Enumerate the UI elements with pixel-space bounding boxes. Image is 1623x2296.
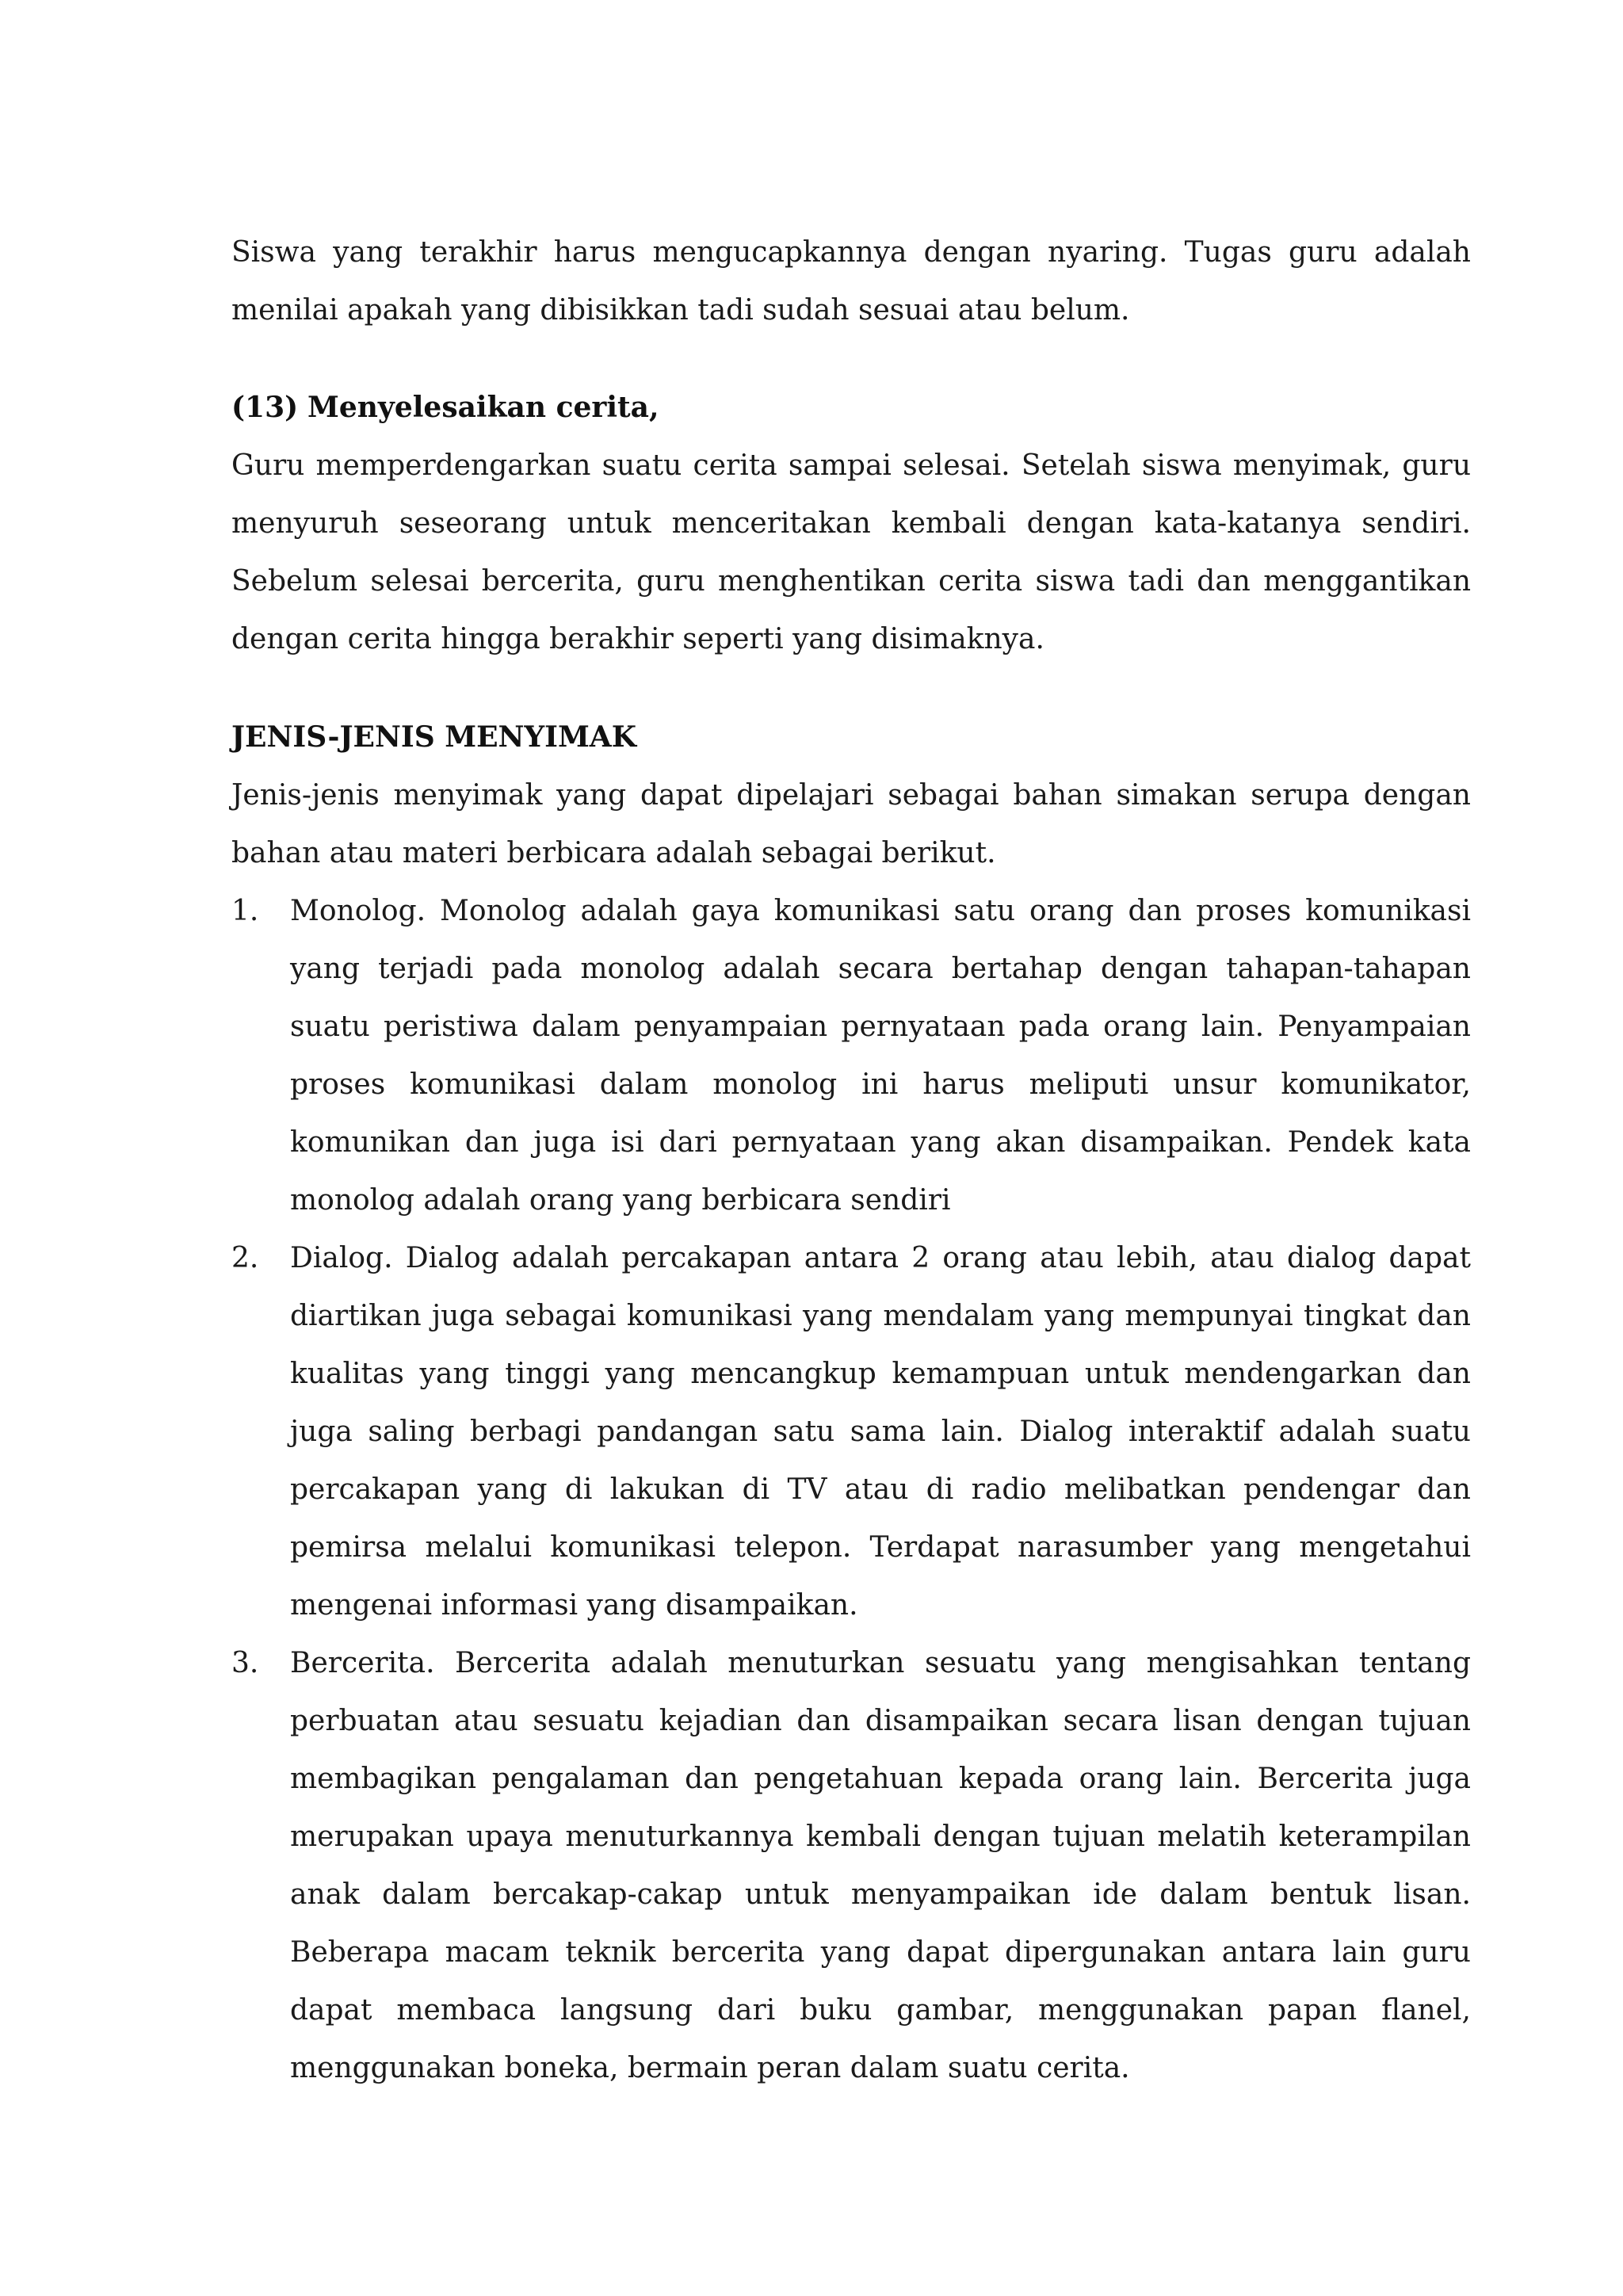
- section-13-number: (13): [231, 391, 299, 424]
- list-item-text: Bercerita. Bercerita adalah menuturkan sesuatu yang mengisahkan tentang perbuatan atau sesuatu kejadian dan disampaikan secara lisan dengan tujuan membagikan pengalaman dan pengetahuan kepada orang lain. Bercerita juga merupakan upaya menuturkannya kembali dengan tujuan melatih keterampilan anak dalam bercakap-cakap untuk menyampaikan ide dalam bentuk lisan. Beberapa macam teknik bercerita yang dapat dipergunakan antara lain guru dapat membaca langsung dari buku gambar, menggunakan papan flanel, menggunakan boneka, bermain peran dalam suatu cerita.: [290, 1647, 1471, 2084]
- list-marker: 1.: [231, 895, 259, 927]
- section-13-heading: [231, 379, 1471, 437]
- list-item-dialog: [231, 1229, 1471, 1634]
- section-13-title: Menyelesaikan cerita,: [307, 391, 659, 424]
- list-marker: 3.: [231, 1647, 259, 1679]
- jenis-menyimak-heading: JENIS-JENIS MENYIMAK: [231, 720, 637, 754]
- intro-paragraph: Siswa yang terakhir harus mengucapkannya dengan nyaring. Tugas guru adalah menilai apakah yang dibisikkan tadi sudah sesuai atau belum.: [231, 236, 1471, 327]
- jenis-menyimak-list: [231, 882, 1471, 2097]
- spacer: [231, 339, 1471, 379]
- section-13-paragraph: Guru memperdengarkan suatu cerita sampai selesai. Setelah siswa menyimak, guru menyuruh seseorang untuk menceritakan kembali dengan kata-katanya sendiri. Sebelum selesai bercerita, guru menghentikan cerita siswa tadi dan menggantikan dengan cerita hingga berakhir seperti yang disimaknya.: [231, 449, 1471, 655]
- list-item-text: Dialog. Dialog adalah percakapan antara 2 orang atau lebih, atau dialog dapat diartikan juga sebagai komunikasi yang mendalam yang mempunyai tingkat dan kualitas yang tinggi yang mencangkup kemampuan untuk mendengarkan dan juga saling berbagi pandangan satu sama lain. Dialog interaktif adalah suatu percakapan yang di lakukan di TV atau di radio melibatkan pendengar dan pemirsa melalui komunikasi telepon. Terdapat narasumber yang mengetahui mengenai informasi yang disampaikan.: [290, 1242, 1471, 1622]
- list-item-bercerita: [231, 1634, 1471, 2097]
- list-marker: 2.: [231, 1242, 259, 1274]
- list-item-monolog: [231, 882, 1471, 1229]
- document-page: [231, 223, 1471, 2097]
- spacer: [231, 668, 1471, 709]
- jenis-menyimak-intro: Jenis-jenis menyimak yang dapat dipelajari sebagai bahan simakan serupa dengan bahan atau materi berbicara adalah sebagai berikut.: [231, 779, 1471, 869]
- list-item-text: Monolog. Monolog adalah gaya komunikasi satu orang dan proses komunikasi yang terjadi pada monolog adalah secara bertahap dengan tahapan-tahapan suatu peristiwa dalam penyampaian pernyataan pada orang lain. Penyampaian proses komunikasi dalam monolog ini harus meliputi unsur komunikator, komunikan dan juga isi dari pernyataan yang akan disampaikan. Pendek kata monolog adalah orang yang berbicara sendiri: [290, 895, 1471, 1217]
